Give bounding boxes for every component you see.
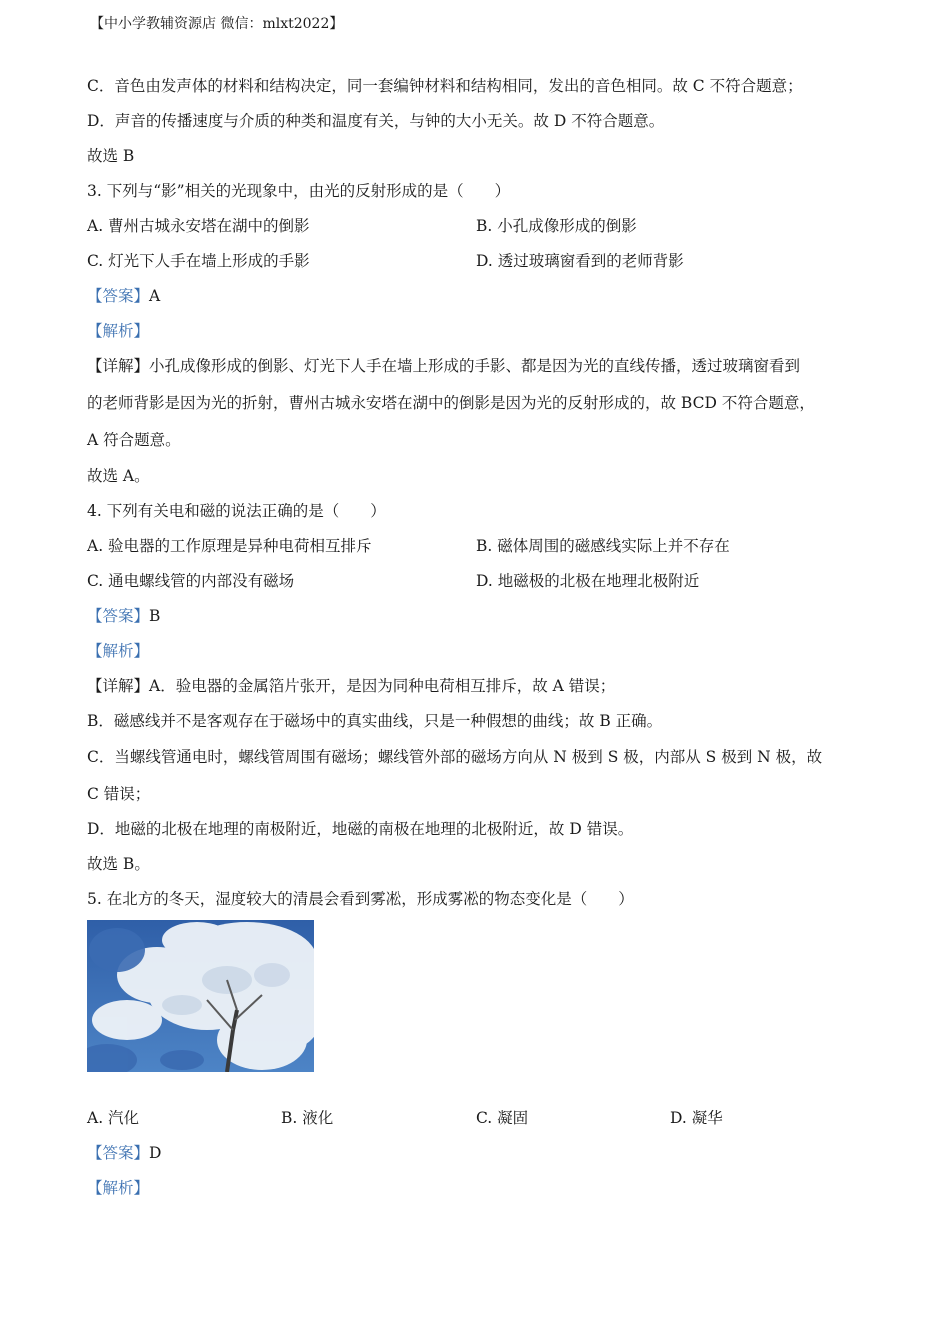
q4-detail-line: B．磁感线并不是客观存在于磁场中的真实曲线，只是一种假想的曲线；故 B 正确。: [87, 712, 663, 730]
q3-answer: [87, 286, 160, 306]
page-header: 【中小学教辅资源店 微信：mlxt2022】: [90, 16, 344, 32]
analysis-tag: 【解析】: [87, 642, 150, 660]
analysis-tag: 【解析】: [87, 322, 150, 340]
q3-detail-line: 的老师背影是因为光的折射，曹州古城永安塔在湖中的倒影是因为光的反射形成的，故 BCD 不符合题意，: [87, 394, 815, 412]
q4-option-a: A. 验电器的工作原理是异种电荷相互排斥: [87, 537, 372, 555]
q4-selection: 故选 B。: [87, 855, 150, 873]
q5-option-d: D. 凝华: [670, 1109, 723, 1127]
answer-value: D: [149, 1144, 162, 1162]
q5-option-c: C. 凝固: [476, 1109, 529, 1127]
q5-option-a: A. 汽化: [87, 1109, 140, 1127]
question-3: 3. 下列与“影”相关的光现象中，由光的反射形成的是（ ）: [87, 182, 511, 200]
text-line: D．声音的传播速度与介质的种类和温度有关，与钟的大小无关。故 D 不符合题意。: [87, 112, 665, 130]
q3-selection: 故选 A。: [87, 467, 150, 485]
answer-value: B: [149, 607, 161, 625]
rime-tree-photo: [87, 920, 314, 1072]
text-line: 故选 B: [87, 147, 135, 165]
q4-option-c: C. 通电螺线管的内部没有磁场: [87, 572, 295, 590]
answer-value: A: [149, 287, 161, 305]
q4-answer: [87, 606, 160, 626]
q4-option-b: B. 磁体周围的磁感线实际上并不存在: [476, 537, 730, 555]
detail-tag: 【详解】: [87, 357, 150, 375]
question-5: 5. 在北方的冬天，湿度较大的清晨会看到雾凇，形成雾凇的物态变化是（ ）: [87, 890, 634, 908]
q4-detail-line: C 错误；: [87, 785, 151, 803]
detail-tag: 【详解】: [87, 677, 150, 695]
q3-detail-line: [87, 356, 800, 376]
q5-option-b: B. 液化: [281, 1109, 334, 1127]
q3-option-d: D. 透过玻璃窗看到的老师背影: [476, 252, 684, 270]
detail-text: 小孔成像形成的倒影、灯光下人手在墙上形成的手影、都是因为光的直线传播，透过玻璃窗看到: [149, 357, 801, 375]
detail-text: A．验电器的金属箔片张开，是因为同种电荷相互排斥，故 A 错误；: [149, 677, 616, 695]
q5-answer: [87, 1143, 161, 1163]
answer-tag: 【答案】: [87, 607, 150, 625]
text-line: C．音色由发声体的材料和结构决定，同一套编钟材料和结构相同，发出的音色相同。故 C 不符合题意；: [87, 77, 803, 95]
q4-option-d: D. 地磁极的北极在地理北极附近: [476, 572, 700, 590]
question-4: 4. 下列有关电和磁的说法正确的是（ ）: [87, 502, 386, 520]
q3-option-b: B. 小孔成像形成的倒影: [476, 217, 637, 235]
q4-detail-line: [87, 676, 615, 696]
q3-option-a: A. 曹州古城永安塔在湖中的倒影: [87, 217, 310, 235]
answer-tag: 【答案】: [87, 1144, 150, 1162]
answer-tag: 【答案】: [87, 287, 150, 305]
analysis-tag: 【解析】: [87, 1179, 150, 1197]
q3-option-c: C. 灯光下人手在墙上形成的手影: [87, 252, 310, 270]
q4-detail-line: D．地磁的北极在地理的南极附近，地磁的南极在地理的北极附近，故 D 错误。: [87, 820, 634, 838]
q4-detail-line: C．当螺线管通电时，螺线管周围有磁场；螺线管外部的磁场方向从 N 极到 S 极，内部从 S 极到 N 极，故: [87, 748, 823, 766]
q3-detail-line: A 符合题意。: [87, 431, 181, 449]
